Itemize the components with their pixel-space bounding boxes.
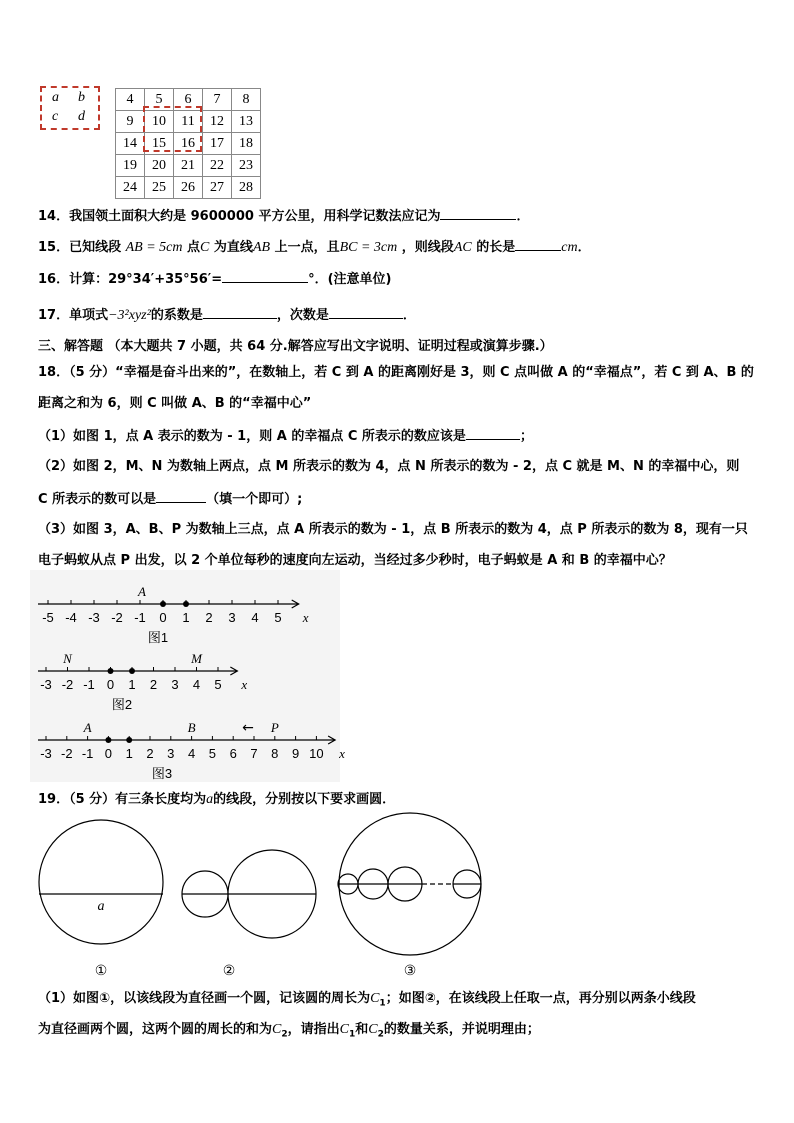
q15-math-ab2: AB — [252, 240, 271, 255]
circles-figure — [30, 812, 500, 984]
grid-cell: 28 — [232, 177, 261, 199]
q17-blank-degree — [329, 306, 403, 319]
point-dot — [126, 737, 132, 743]
q18-sub3-line1: （3）如图 3，A、B、P 为数轴上三点，点 A 所表示的数为 - 1，点 B 所表示的数为 4，点 P 所表示的数为 8，现有一只 — [38, 522, 748, 537]
q16-text: 16．计算：29°34′+35°56′= — [38, 272, 223, 287]
number-line-figures — [30, 570, 345, 782]
legend-c: c — [52, 109, 59, 124]
tick-label: -2 — [111, 610, 123, 625]
point-dot — [183, 601, 189, 607]
q19-c2-sub: 2 — [281, 1029, 288, 1040]
q19-c1: C — [339, 1022, 349, 1037]
tick-label: 0 — [159, 610, 167, 625]
q17-text: 的系数是 — [150, 308, 203, 323]
q18-sub1-text: （1）如图 1，点 A 表示的数为 - 1，则 A 的幸福点 C 所表示的数应该是 — [38, 429, 466, 444]
grid-cell: 25 — [145, 177, 174, 199]
grid-cell: 11 — [174, 111, 203, 133]
q19-text: 19．（5 分）有三条长度均为 — [38, 792, 207, 807]
grid-cell: 7 — [203, 89, 232, 111]
grid-cell: 13 — [232, 111, 261, 133]
diameter-label: a — [97, 899, 105, 914]
grid-cell: 4 — [116, 89, 145, 111]
q19-c2-sub: 2 — [377, 1029, 384, 1040]
point-dot — [108, 668, 114, 674]
grid-row — [116, 155, 261, 177]
q19-c2: C — [272, 1022, 282, 1037]
tick-label: 0 — [104, 746, 113, 761]
q19-sub1-line1 — [38, 990, 696, 1013]
q18-sub1-end: ； — [519, 429, 533, 444]
tick-label: 4 — [192, 677, 201, 692]
grid-cell: 6 — [174, 89, 203, 111]
point-a-label: A — [138, 584, 146, 599]
grid-cell: 16 — [174, 133, 203, 155]
grid-cell: 21 — [174, 155, 203, 177]
q15-text: 15．已知线段 — [38, 240, 122, 255]
q19-circled-2: ② — [424, 991, 436, 1006]
tick-label: 2 — [149, 677, 158, 692]
tick-label: 2 — [146, 746, 154, 761]
question-16 — [38, 270, 392, 289]
tick-label: -1 — [83, 677, 95, 692]
q15-text: ，则线段 — [401, 240, 454, 255]
tick-label: -3 — [88, 610, 100, 625]
q15-text: 点 — [187, 240, 201, 255]
q18-sub2-blank — [156, 490, 206, 503]
q15-text: 上一点，且 — [274, 240, 340, 255]
q15-math-c: C — [200, 240, 210, 255]
tick-label: 3 — [167, 746, 175, 761]
q19-text: 为直径画两个圆，这两个圆的周长的和为 — [38, 1022, 273, 1037]
legend-a: a — [52, 90, 59, 105]
axis-label-x: x — [241, 677, 248, 692]
q15-math-ac: AC — [453, 240, 472, 255]
tick-label: 1 — [125, 746, 133, 761]
grid-cell: 24 — [116, 177, 145, 199]
q19-text: 的数量关系，并说明理由； — [383, 1022, 540, 1037]
grid-cell: 12 — [203, 111, 232, 133]
q19-c1-sub: 1 — [348, 1029, 356, 1040]
q15-unit: cm — [561, 240, 578, 255]
q14-text: 14．我国领土面积大约是 9600000 平方公里，用科学记数法应记为 — [38, 209, 441, 224]
q18-sub2-text: C 所表示的数可以是 — [38, 492, 157, 507]
point-p-label: P — [270, 720, 279, 735]
tick-label: 6 — [229, 746, 237, 761]
question-15 — [38, 238, 591, 257]
tick-label: 0 — [106, 677, 115, 692]
grid-cell: 9 — [116, 111, 145, 133]
q16-end: °．(注意单位) — [308, 272, 392, 287]
tick-label: 7 — [250, 746, 258, 761]
tick-label: -1 — [81, 746, 94, 761]
tick-label: -3 — [40, 746, 52, 761]
q15-blank — [515, 238, 561, 251]
tick-label: 5 — [214, 677, 222, 692]
q19-c2: C — [368, 1022, 378, 1037]
legend-d: d — [78, 109, 85, 124]
q19-text: 的线段，分别按以下要求画圆． — [213, 792, 396, 807]
caption-3: ③ — [403, 962, 417, 978]
q16-blank — [222, 270, 308, 283]
q17-monomial: −3²xyz² — [108, 308, 151, 323]
q18-line1: 18．（5 分）“幸福是奋斗出来的”，在数轴上，若 C 到 A 的距离刚好是 3，则 C 点叫做 A 的“幸福点”，若 C 到 A、B 的 — [38, 365, 754, 380]
grid-cell: 19 — [116, 155, 145, 177]
point-dot — [105, 737, 111, 743]
grid-cell: 23 — [232, 155, 261, 177]
legend-b: b — [78, 90, 85, 105]
grid-cell: 15 — [145, 133, 174, 155]
q15-text: 的长是 — [476, 240, 516, 255]
grid-cell: 26 — [174, 177, 203, 199]
tick-label: -2 — [61, 746, 73, 761]
tick-label: -1 — [134, 610, 146, 625]
q18-sub2-line1: （2）如图 2，M、N 为数轴上两点，点 M 所表示的数为 4，点 N 所表示的数为 - 2，点 C 就是 M、N 的幸福中心，则 — [38, 459, 740, 474]
point-b-label: B — [187, 720, 196, 735]
q19-text: ，请指出 — [287, 1022, 340, 1037]
q17-blank-coefficient — [203, 306, 277, 319]
q15-math-ab: AB = 5cm — [125, 240, 183, 255]
tick-label: 10 — [309, 746, 324, 761]
q19-title — [38, 791, 395, 809]
question-17 — [38, 306, 416, 325]
point-a-label: A — [83, 720, 92, 735]
q19-c1-sub: 1 — [379, 998, 386, 1009]
figure-caption: 图3 — [151, 766, 173, 781]
q19-text: ；如图 — [385, 991, 425, 1006]
figure-caption: 图2 — [111, 697, 133, 712]
q19-math-a: a — [206, 792, 214, 807]
grid-cell: 5 — [145, 89, 174, 111]
tick-label: -4 — [65, 610, 77, 625]
point-n-label: N — [63, 651, 72, 666]
grid-cell: 27 — [203, 177, 232, 199]
q19-text: 和 — [355, 1022, 369, 1037]
q18-sub3-line2: 电子蚂蚁从点 P 出发，以 2 个单位每秒的速度向左运动，当经过多少秒时，电子蚂蚁是 A 和 B 的幸福中心？ — [38, 553, 672, 568]
caption-2: ② — [222, 962, 236, 978]
q19-text: （1）如图 — [38, 991, 100, 1006]
tick-label: -5 — [42, 610, 54, 625]
tick-label: -2 — [61, 677, 74, 692]
point-m-label: M — [191, 651, 202, 666]
q19-c1: C — [370, 991, 380, 1006]
tick-label: 4 — [251, 610, 259, 625]
tick-label: 5 — [208, 746, 217, 761]
q18-sub1 — [38, 427, 533, 446]
grid-cell: 18 — [232, 133, 261, 155]
grid-cell: 14 — [116, 133, 145, 155]
q14-blank — [440, 207, 516, 220]
tick-label: 2 — [205, 610, 213, 625]
tick-label: 9 — [291, 746, 300, 761]
q19-circled-1: ① — [99, 991, 111, 1006]
grid-row — [116, 177, 261, 199]
q19-sub1-line2 — [38, 1021, 540, 1044]
grid-cell: 20 — [145, 155, 174, 177]
tick-label: 5 — [274, 610, 282, 625]
tick-label: 1 — [182, 610, 190, 625]
tick-label: 3 — [171, 677, 179, 692]
q17-end: ． — [402, 308, 416, 323]
tick-label: 8 — [271, 746, 279, 761]
q15-text: 为直线 — [213, 240, 253, 255]
caption-1: ① — [94, 962, 108, 978]
figure-caption: 图1 — [147, 630, 169, 645]
point-dot — [160, 601, 166, 607]
q18-sub2-end: （填一个即可）; — [206, 492, 303, 507]
grid-cell: 10 — [145, 111, 174, 133]
grid-cell: 8 — [232, 89, 261, 111]
q19-text: ，在该线段上任取一点，再分别以两条小线段 — [435, 991, 696, 1006]
q19-text: ，以该线段为直径画一个圆，记该圆的周长为 — [110, 991, 371, 1006]
q18-sub2-line2 — [38, 490, 302, 509]
q15-math-bc: BC = 3cm — [339, 240, 398, 255]
q17-text: 17．单项式 — [38, 308, 109, 323]
axis-label-x: x — [302, 610, 309, 625]
grid-selection-dashed-box — [143, 106, 202, 152]
legend-dashed-box — [40, 86, 100, 130]
left-arrow-icon: ← — [242, 720, 254, 736]
question-14 — [38, 207, 529, 226]
q14-end: ． — [516, 209, 530, 224]
grid-cell: 22 — [203, 155, 232, 177]
tick-label: -3 — [40, 677, 52, 692]
section-3-heading: 三、解答题 （本大题共 7 小题，共 64 分.解答应写出文字说明、证明过程或演算步骤.） — [38, 339, 553, 354]
q15-end: ． — [577, 240, 591, 255]
tick-label: 3 — [228, 610, 236, 625]
q17-text: ，次数是 — [276, 308, 329, 323]
tick-label: 1 — [128, 677, 136, 692]
grid-cell: 17 — [203, 133, 232, 155]
q18-line2: 距离之和为 6，则 C 叫做 A、B 的“幸福中心” — [38, 396, 312, 411]
q18-sub1-blank — [466, 427, 520, 440]
tick-label: 4 — [187, 746, 196, 761]
circle-1 — [39, 820, 163, 944]
axis-label-x: x — [339, 746, 345, 761]
point-dot — [129, 668, 135, 674]
